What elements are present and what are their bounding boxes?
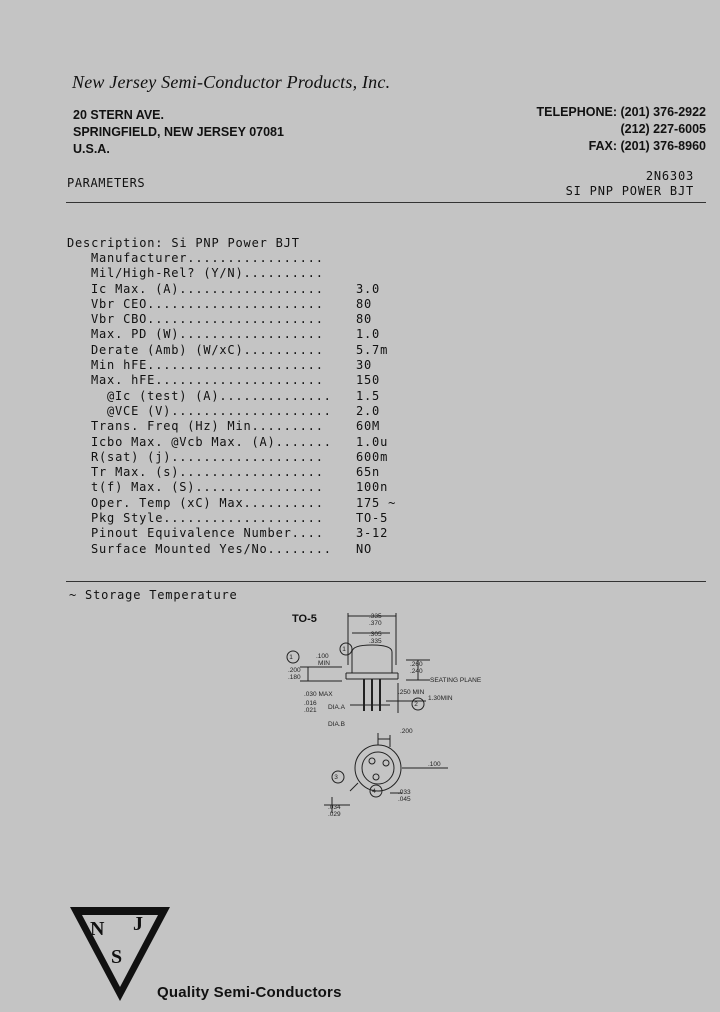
package-label: TO-5 bbox=[292, 613, 317, 625]
dim-label: .370 bbox=[369, 620, 382, 627]
logo-letter-s: S bbox=[111, 946, 123, 968]
parameter-value: 3-12 bbox=[356, 526, 389, 541]
callout-number: 2 bbox=[414, 701, 418, 708]
parameter-label: R(sat) (j)................... bbox=[91, 449, 324, 464]
dim-label: .200 bbox=[288, 667, 301, 674]
parameter-label: Vbr CBO...................... bbox=[91, 312, 324, 327]
dim-label: .029 bbox=[328, 811, 341, 818]
parameter-label: Surface Mounted Yes/No........ bbox=[91, 541, 332, 556]
parameter-value: TO-5 bbox=[356, 511, 389, 526]
dim-note: MIN bbox=[318, 660, 330, 667]
fax-line: FAX: (201) 376-8960 bbox=[588, 139, 706, 153]
parameter-label: Tr Max. (s).................. bbox=[91, 465, 324, 480]
parameter-label: Mil/High-Rel? (Y/N).......... bbox=[91, 266, 324, 281]
parameter-value: 1.0u bbox=[356, 434, 389, 449]
dim-label: .335 bbox=[369, 613, 382, 620]
parameter-label: Max. hFE..................... bbox=[91, 373, 324, 388]
parameter-label: Derate (Amb) (W/xC).......... bbox=[91, 342, 324, 357]
dim-label: .030 MAX bbox=[304, 691, 333, 698]
callout-number: 1 bbox=[342, 646, 346, 653]
footer-divider bbox=[66, 581, 706, 582]
parameter-value: 600m bbox=[356, 449, 389, 464]
part-type: SI PNP POWER BJT bbox=[565, 184, 694, 198]
parameter-label: Oper. Temp (xC) Max.......... bbox=[91, 495, 324, 510]
tagline: Quality Semi-Conductors bbox=[157, 984, 342, 1001]
to5-package-drawing bbox=[280, 605, 500, 820]
parameter-value: 100n bbox=[356, 480, 389, 495]
parameter-value: NO bbox=[356, 541, 373, 556]
parameter-label: t(f) Max. (S)................ bbox=[91, 480, 324, 495]
parameter-value: 5.7m bbox=[356, 342, 389, 357]
address-line: 20 STERN AVE. bbox=[73, 108, 164, 122]
dim-label: .250 MIN bbox=[398, 689, 425, 696]
address-line: SPRINGFIELD, NEW JERSEY 07081 bbox=[73, 125, 284, 139]
parameter-value: 175 ~ bbox=[356, 495, 397, 510]
can-body bbox=[352, 645, 392, 673]
seating-plane-note: SEATING PLANE bbox=[430, 677, 482, 684]
callout-number: 1 bbox=[289, 654, 293, 661]
parameters-heading: PARAMETERS bbox=[67, 176, 146, 190]
dim-label: 1.30MIN bbox=[428, 695, 453, 702]
dim-label: .033 bbox=[398, 789, 411, 796]
dim-note: DIA.A bbox=[328, 704, 345, 711]
storage-footnote: ~ Storage Temperature bbox=[69, 588, 238, 602]
contact-block bbox=[536, 104, 706, 155]
company-address bbox=[73, 107, 284, 158]
parameter-value: 30 bbox=[356, 358, 373, 373]
parameter-label: Trans. Freq (Hz) Min......... bbox=[91, 419, 324, 434]
dim-label: .045 bbox=[398, 796, 411, 803]
company-name: New Jersey Semi-Conductor Products, Inc. bbox=[72, 72, 391, 92]
parameter-label: @Ic (test) (A).............. bbox=[107, 388, 332, 403]
dim-label: .180 bbox=[288, 674, 301, 681]
header-divider bbox=[66, 202, 706, 203]
parameter-value: 150 bbox=[356, 373, 381, 388]
telephone-line: TELEPHONE: (201) 376-2922 bbox=[536, 105, 706, 119]
dim-label: .335 bbox=[369, 638, 382, 645]
callout-number: 4 bbox=[372, 788, 376, 795]
parameter-value: 65n bbox=[356, 465, 381, 480]
dim-label: .100 bbox=[316, 653, 329, 660]
dim-label: .100 bbox=[428, 761, 441, 768]
parameter-value: 80 bbox=[356, 312, 373, 327]
parameter-value: 3.0 bbox=[356, 281, 381, 296]
parameter-label: Vbr CEO...................... bbox=[91, 296, 324, 311]
parameter-value: 1.0 bbox=[356, 327, 381, 342]
dim-label: .034 bbox=[328, 804, 341, 811]
dim-note: DIA.B bbox=[328, 721, 345, 728]
dim-label: .240 bbox=[410, 668, 423, 675]
address-line: U.S.A. bbox=[73, 142, 110, 156]
dim-label: .305 bbox=[369, 631, 382, 638]
parameter-value: 2.0 bbox=[356, 403, 381, 418]
dim-label: .016 bbox=[304, 700, 317, 707]
dim-label: .200 bbox=[400, 728, 413, 735]
telephone-line-2: (212) 227-6005 bbox=[620, 122, 706, 136]
parameter-label: Icbo Max. @Vcb Max. (A)....... bbox=[91, 434, 332, 449]
parameter-label: Manufacturer................. bbox=[91, 251, 324, 265]
parameter-label: Pkg Style.................... bbox=[91, 511, 324, 526]
logo-letter-n: N bbox=[90, 918, 105, 940]
part-header bbox=[566, 169, 694, 199]
parameter-label: @VCE (V).................... bbox=[107, 403, 332, 418]
callout-number: 3 bbox=[334, 774, 338, 781]
dim-label: .021 bbox=[304, 707, 317, 714]
parameter-label: Max. PD (W).................. bbox=[91, 327, 324, 342]
parameter-value: 80 bbox=[356, 296, 373, 311]
logo-letter-j: J bbox=[133, 913, 143, 935]
description: Description: Si PNP Power BJT bbox=[67, 236, 300, 250]
parameter-value: 1.5 bbox=[356, 388, 381, 403]
part-number: 2N6303 bbox=[645, 169, 694, 183]
parameter-value: 60M bbox=[356, 419, 381, 434]
parameter-label: Pinout Equivalence Number.... bbox=[91, 526, 324, 541]
dim-label: .260 bbox=[410, 661, 423, 668]
parameter-label: Ic Max. (A).................. bbox=[91, 281, 324, 296]
parameter-label: Min hFE...................... bbox=[91, 358, 324, 373]
